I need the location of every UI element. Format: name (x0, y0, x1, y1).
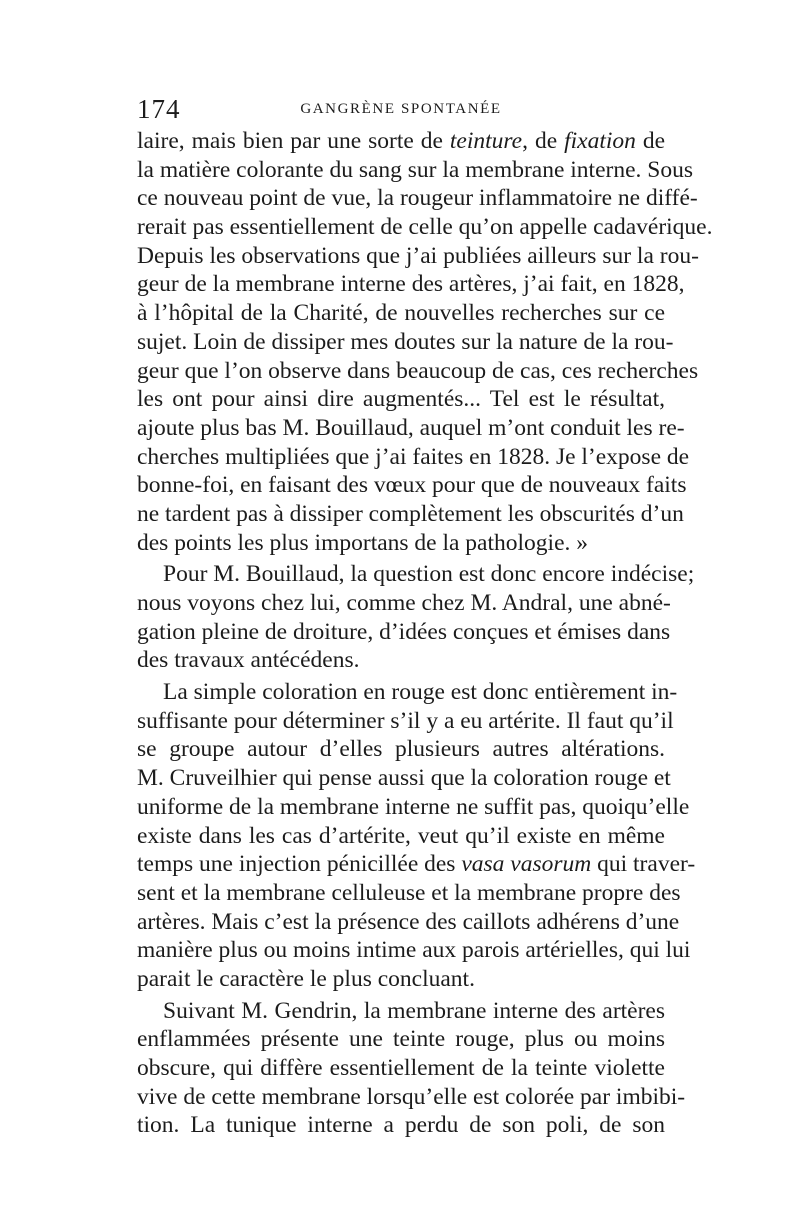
text-line: ajoute plus bas M. Bouillaud, auquel m’ont conduit les re- (137, 414, 685, 441)
text-line: se groupe autour d’elles plusieurs autres altérations. (137, 736, 665, 763)
text-line: geur de la membrane interne des artères, j’ai fait, en 1828, (137, 271, 685, 298)
text-line: les ont pour ainsi dire augmentés... Tel est le résultat, (137, 386, 665, 413)
text-line: à l’hôpital de la Charité, de nouvelles recherches sur ce (137, 300, 665, 327)
text-line: gation pleine de droiture, d’idées conçues et émises dans (137, 618, 671, 645)
text-line: nous voyons chez lui, comme chez M. Andral, une abné- (137, 590, 671, 616)
body-text (137, 127, 713, 1140)
italic-term: vasa vasorum (461, 851, 592, 878)
text-line: sent et la membrane celluleuse et la membrane propre des (137, 879, 681, 906)
page-number: 174 (137, 94, 181, 124)
text-line: geur que l’on observe dans beaucoup de cas, ces recherches (137, 357, 699, 384)
text-line: suffisante pour déterminer s’il y a eu artérite. Il faut qu’il (137, 707, 674, 734)
text-line: existe dans les cas d’artérite, veut qu’il existe en même (137, 822, 665, 849)
paragraph (137, 127, 713, 557)
text-line: uniforme de la membrane interne ne suffit pas, quoiqu’elle (137, 793, 690, 820)
text-line: la matière colorante du sang sur la membrane interne. Sous (137, 156, 693, 183)
text-line: parait le caractère le plus concluant. (137, 965, 475, 992)
italic-term: teinture (449, 128, 523, 154)
text-line: ne tardent pas à dissiper complètement les obscurités d’un (137, 500, 684, 527)
text-line: bonne-foi, en faisant des vœux pour que de nouveaux faits (137, 472, 687, 499)
italic-term: fixation (564, 128, 636, 154)
text-line: vive de cette membrane lorsqu’elle est colorée par imbibi- (137, 1083, 686, 1110)
text-line: ce nouveau point de vue, la rougeur inflammatoire ne diffé- (137, 185, 698, 212)
text-line: des points les plus importans de la pathologie. » (137, 529, 589, 556)
paragraph (137, 678, 696, 994)
paragraph (137, 560, 695, 675)
running-title: GANGRÈNE SPONTANÉE (300, 101, 502, 117)
text-line: Depuis les observations que j’ai publiées ailleurs sur la rou- (137, 242, 699, 269)
text-line: Pour M. Bouillaud, la question est donc encore indécise; (163, 561, 695, 588)
text-line: temps une injection pénicillée des vasa vasorum qui traver- (137, 851, 696, 878)
text-line: des travaux antécédens. (137, 647, 360, 674)
running-head (137, 94, 665, 124)
text-line: rerait pas essentiellement de celle qu’on appelle cadavérique. (137, 214, 713, 241)
text-line: Suivant M. Gendrin, la membrane interne des artères (163, 997, 665, 1024)
text-line: La simple coloration en rouge est donc entièrement in- (163, 679, 678, 706)
text-line: obscure, qui diffère essentiellement de la teinte violette (137, 1055, 665, 1081)
text-line: artères. Mais c’est la présence des caillots adhérens d’une (137, 908, 680, 935)
text-line: cherches multipliées que j’ai faites en 1828. Je l’expose de (137, 443, 690, 470)
paragraph (137, 997, 686, 1140)
text-line: tion. La tunique interne a perdu de son poli, de son (137, 1112, 665, 1139)
text-line: enflammées présente une teinte rouge, plus ou moins (137, 1026, 665, 1053)
text-line: manière plus ou moins intime aux parois artérielles, qui lui (137, 937, 691, 964)
text-line: sujet. Loin de dissiper mes doutes sur la nature de la rou- (137, 328, 674, 355)
text-line: M. Cruveilhier qui pense aussi que la coloration rouge et (137, 765, 671, 792)
text-line: laire, mais bien par une sorte de teinture, de fixation de (137, 128, 666, 154)
